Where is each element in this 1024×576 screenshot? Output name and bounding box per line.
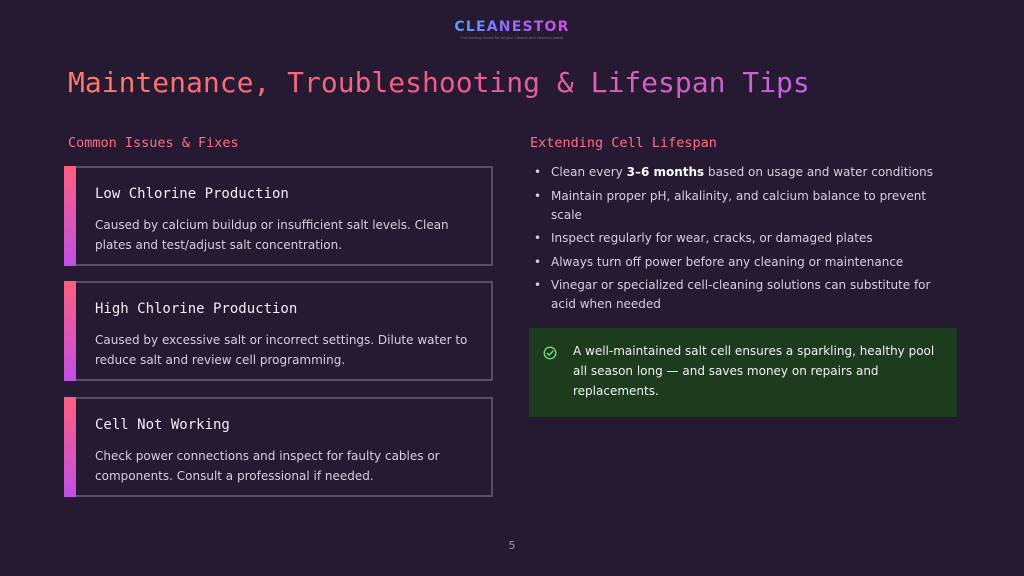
tip-item — [530, 229, 950, 248]
bullet-dot-icon: • — [534, 254, 542, 269]
issue-card-title: Low Chlorine Production — [95, 186, 289, 202]
tip-emphasis: 3–6 months — [626, 165, 705, 179]
brand-tagline: The leading choice for all your cleaner and cleaning needs — [460, 36, 564, 40]
bullet-dot-icon: • — [534, 188, 542, 203]
brand-name: CLEANESTOR — [454, 19, 570, 35]
page-number: 5 — [508, 539, 516, 552]
bullet-dot-icon: • — [534, 278, 542, 292]
callout-text: A well-maintained salt cell ensures a sparkling, healthy pool all season long — and saves money on repairs and replacements. — [573, 344, 935, 398]
card-accent-bar — [64, 166, 76, 266]
tip-item — [530, 253, 950, 272]
callout-box — [529, 328, 957, 417]
check-circle-icon — [543, 346, 557, 360]
issue-card-cell-not-working — [64, 397, 493, 497]
issue-card-description: Check power connections and inspect for faulty cables or components. Consult a professional if needed. — [95, 449, 440, 483]
issue-card-high-chlorine — [64, 281, 493, 381]
tip-item — [530, 187, 950, 225]
tip-text: Maintain proper pH, alkalinity, and calcium balance to prevent scale — [551, 188, 927, 222]
tip-text: Always turn off power before any cleaning or maintenance — [551, 254, 904, 269]
tip-item — [530, 163, 950, 182]
tip-text: Inspect regularly for wear, cracks, or damaged plates — [551, 231, 873, 245]
tip-item — [530, 276, 950, 314]
common-issues-heading: Common Issues & Fixes — [68, 135, 239, 151]
tip-text: Vinegar or specialized cell-cleaning solutions can substitute for acid when needed — [551, 278, 931, 311]
bullet-dot-icon: • — [534, 231, 542, 245]
issue-card-description: Caused by excessive salt or incorrect settings. Dilute water to reduce salt and review cell programming. — [95, 333, 468, 367]
lifespan-heading: Extending Cell Lifespan — [530, 135, 717, 151]
tip-text-after: based on usage and water conditions — [704, 165, 933, 179]
issue-card-low-chlorine — [64, 166, 493, 266]
tip-text: Clean every — [551, 165, 627, 179]
slide-title: Maintenance, Troubleshooting & Lifespan Tips — [68, 64, 810, 102]
issue-card-title: High Chlorine Production — [95, 301, 298, 317]
brand-logo — [0, 16, 1024, 41]
bullet-dot-icon: • — [534, 165, 542, 179]
card-accent-bar — [64, 397, 76, 497]
card-accent-bar — [64, 281, 76, 381]
issue-card-title: Cell Not Working — [95, 417, 230, 433]
lifespan-tips-list — [530, 163, 950, 319]
issue-card-description: Caused by calcium buildup or insufficient salt levels. Clean plates and test/adjust salt concentration. — [95, 218, 449, 252]
